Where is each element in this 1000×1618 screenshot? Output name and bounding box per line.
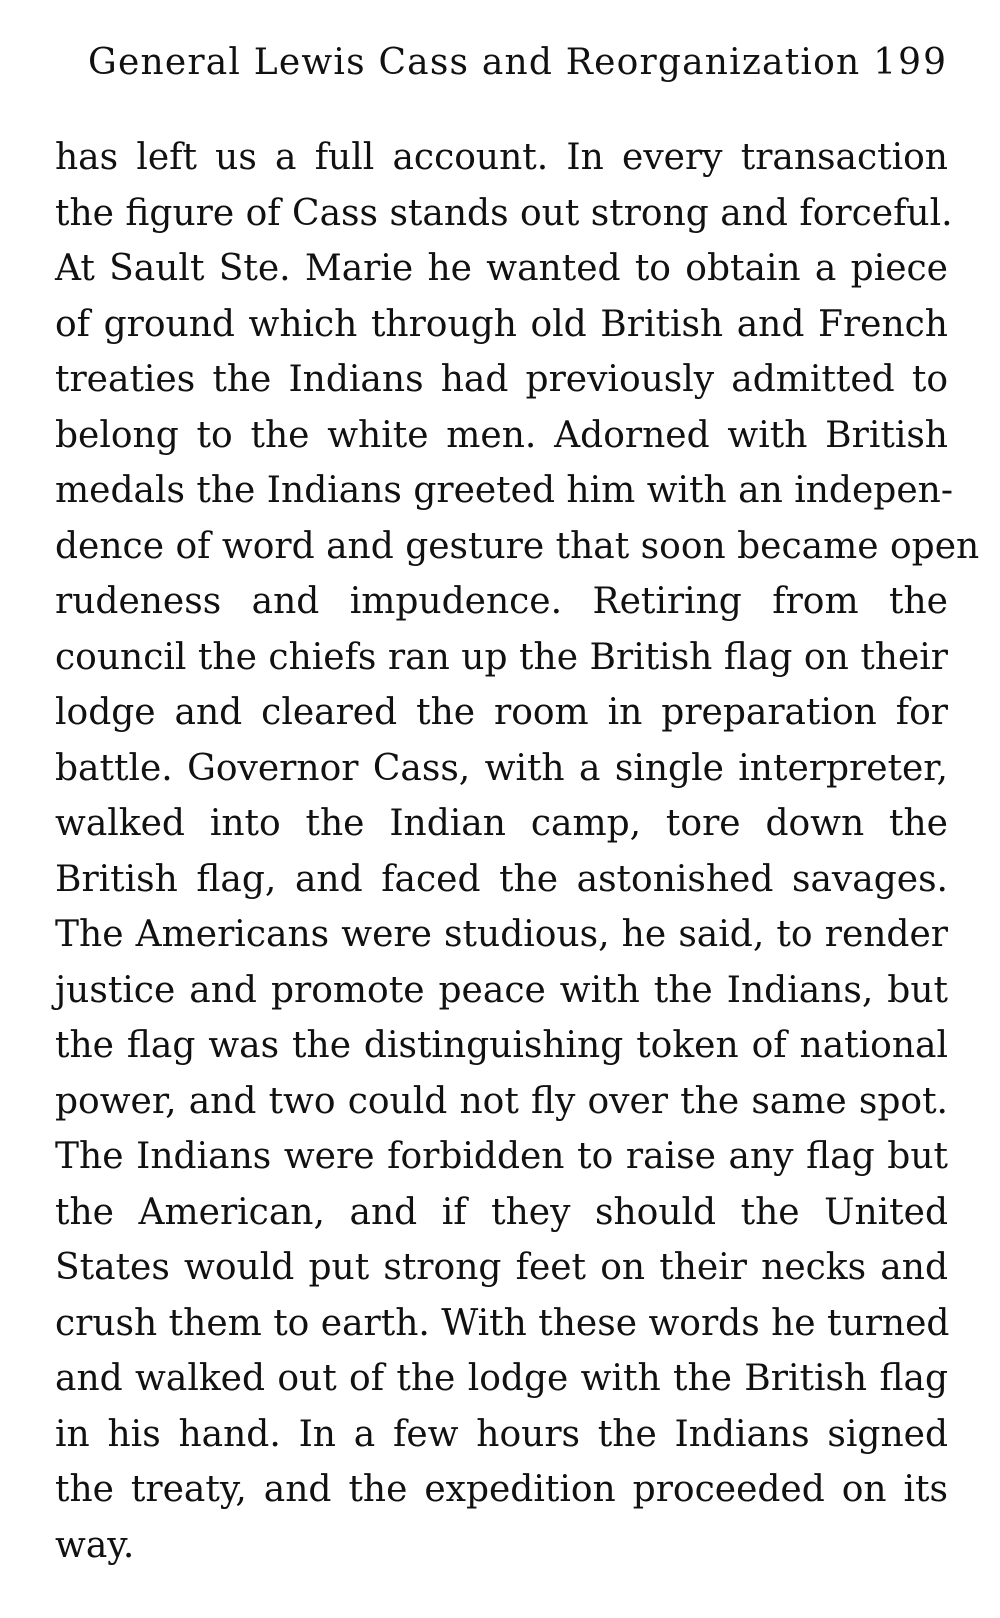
text-line: lodge and cleared the room in preparation for [55, 692, 948, 733]
text-line: has left us a full account. In every transaction [55, 137, 948, 178]
text-line: dence of word and gesture that soon became open [55, 525, 980, 567]
running-title: General Lewis Cass and Reorganization [88, 42, 861, 83]
text-line: The Americans were studious, he said, to render [55, 914, 948, 955]
body-paragraph [55, 130, 980, 1573]
text-line: and walked out of the lodge with the British flag [55, 1358, 948, 1399]
text-line: way. [55, 1524, 135, 1566]
text-line: walked into the Indian camp, tore down the [55, 803, 948, 844]
text-line: At Sault Ste. Marie he wanted to obtain a piece [55, 248, 948, 289]
text-line: medals the Indians greeted him with an indepen- [55, 470, 953, 511]
text-line: States would put strong feet on their necks and [55, 1247, 948, 1288]
text-line: of ground which through old British and French [55, 303, 948, 345]
page-number: 199 [873, 42, 948, 83]
text-line: crush them to earth. With these words he turned [55, 1302, 950, 1344]
text-line: the treaty, and the expedition proceeded on its [55, 1469, 948, 1510]
text-line: power, and two could not fly over the same spot. [55, 1080, 948, 1122]
text-line: the flag was the distinguishing token of national [55, 1025, 948, 1066]
text-line: the figure of Cass stands out strong and forceful. [55, 192, 953, 234]
running-head [88, 42, 948, 102]
text-line: the American, and if they should the United [55, 1191, 948, 1233]
text-line: British flag, and faced the astonished savages. [55, 858, 948, 900]
text-line: belong to the white men. Adorned with British [55, 414, 948, 456]
text-line: battle. Governor Cass, with a single interpreter, [55, 747, 948, 789]
text-line: justice and promote peace with the Indians, but [55, 969, 948, 1011]
text-line: in his hand. In a few hours the Indians signed [55, 1413, 948, 1455]
text-line: rudeness and impudence. Retiring from the [55, 581, 948, 622]
text-line: council the chiefs ran up the British flag on their [55, 636, 948, 678]
text-line: treaties the Indians had previously admitted to [55, 359, 948, 400]
text-line: The Indians were forbidden to raise any flag but [55, 1136, 948, 1177]
